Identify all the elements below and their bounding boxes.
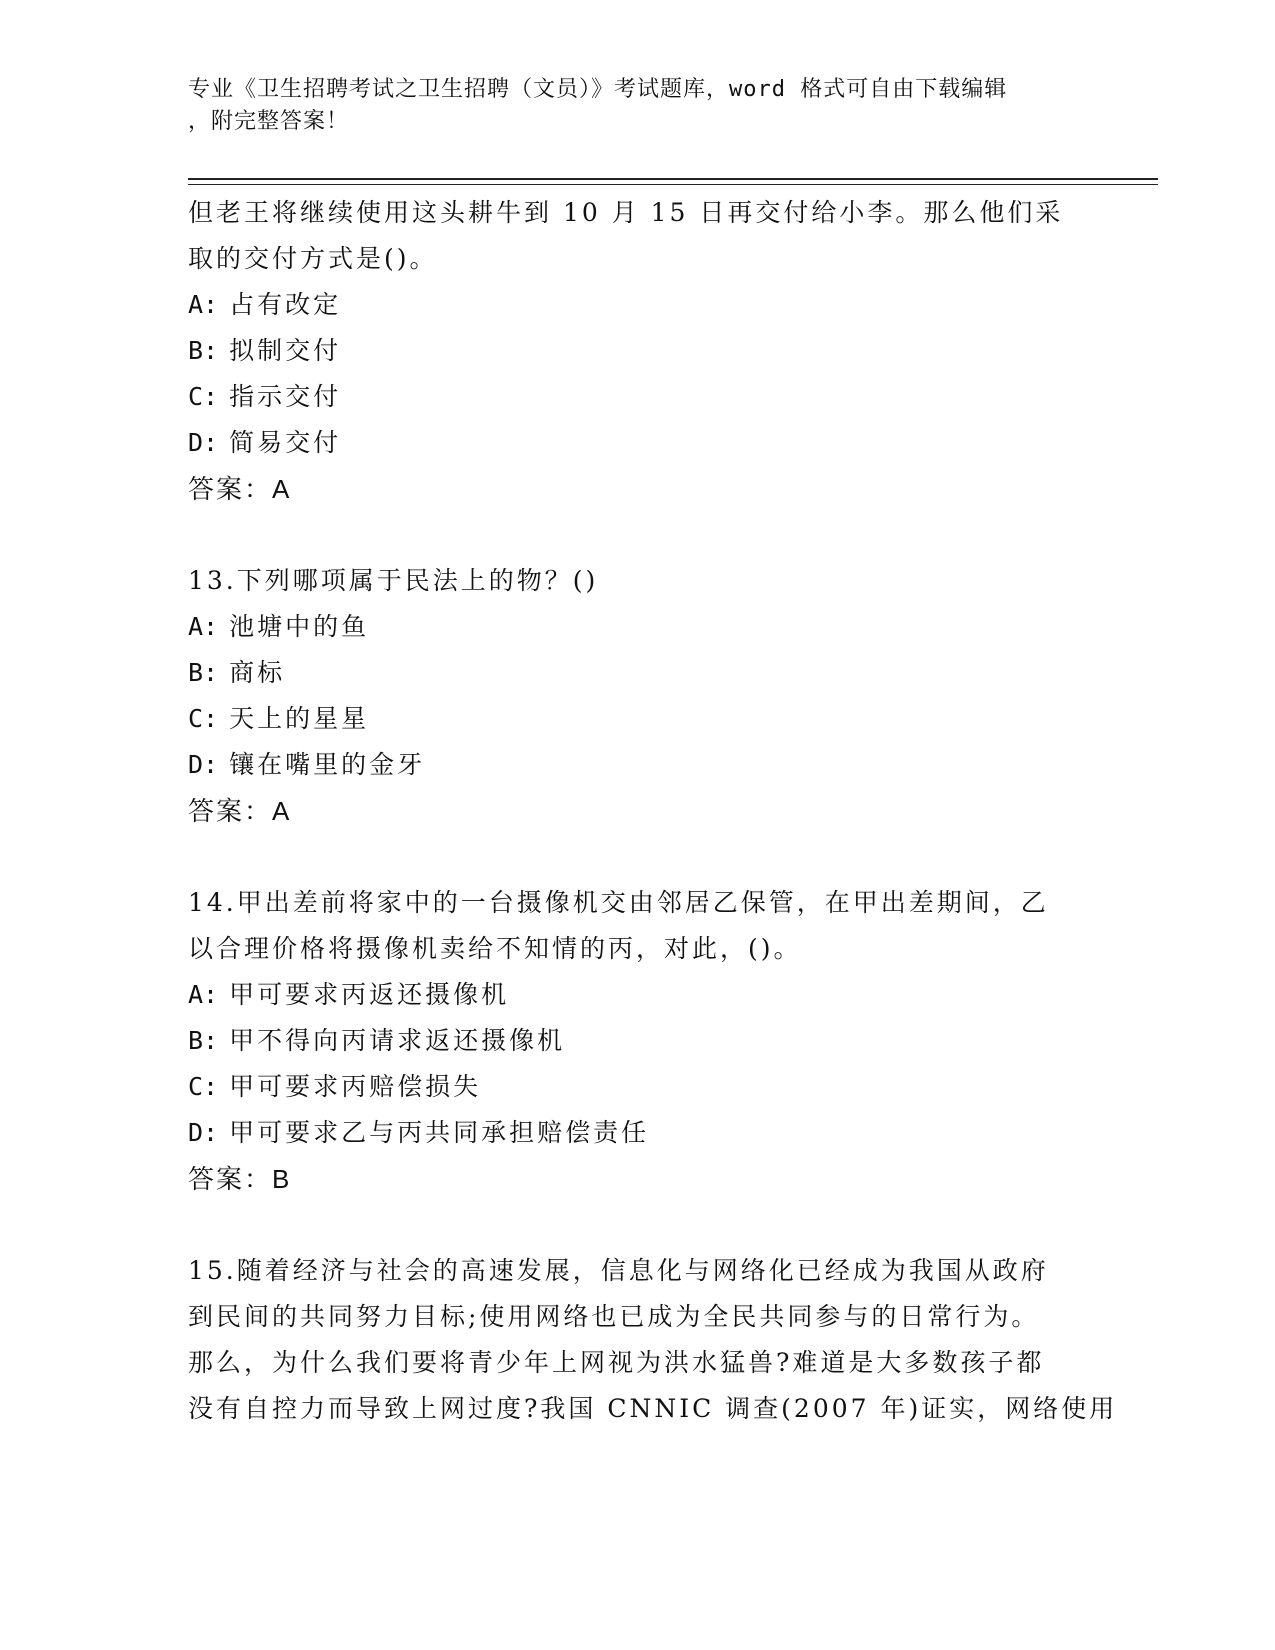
question-14 bbox=[188, 880, 1088, 1202]
option-text: 甲可要求丙返还摄像机 bbox=[229, 980, 510, 1009]
answer-line: 答案：A bbox=[188, 796, 292, 826]
option-c bbox=[188, 1064, 1088, 1110]
option-text: 镶在嘴里的金牙 bbox=[229, 750, 426, 779]
question-stem-line: 取的交付方式是()。 bbox=[188, 244, 438, 273]
option-key: D: bbox=[188, 750, 219, 779]
document-header bbox=[188, 74, 1068, 138]
option-key: B: bbox=[188, 1026, 219, 1055]
option-key: D: bbox=[188, 428, 219, 457]
spacer bbox=[188, 512, 1088, 558]
header-line-1: 专业《卫生招聘考试之卫生招聘（文员）》考试题库，word 格式可自由下载编辑 bbox=[188, 77, 1008, 102]
option-key: A: bbox=[188, 290, 219, 319]
spacer bbox=[188, 834, 1088, 880]
option-a bbox=[188, 604, 1088, 650]
option-text: 占有改定 bbox=[229, 290, 342, 319]
option-d bbox=[188, 420, 1088, 466]
option-text: 甲可要求丙赔偿损失 bbox=[229, 1072, 482, 1101]
option-key: B: bbox=[188, 658, 219, 687]
option-text: 天上的星星 bbox=[229, 704, 370, 733]
question-stem-line: 但老王将继续使用这头耕牛到 10 月 15 日再交付给小李。那么他们采 bbox=[188, 198, 1064, 227]
question-stem-line: 没有自控力而导致上网过度?我国 CNNIC 调查(2007 年)证实，网络使用 bbox=[188, 1394, 1118, 1423]
option-text: 甲不得向丙请求返还摄像机 bbox=[229, 1026, 566, 1055]
option-b bbox=[188, 1018, 1088, 1064]
question-stem-line: 13.下列哪项属于民法上的物？() bbox=[188, 566, 599, 595]
option-key: C: bbox=[188, 704, 219, 733]
option-text: 商标 bbox=[229, 658, 286, 687]
option-d bbox=[188, 742, 1088, 788]
option-a bbox=[188, 282, 1088, 328]
option-key: D: bbox=[188, 1118, 219, 1147]
answer-line: 答案：A bbox=[188, 474, 292, 504]
spacer bbox=[188, 1202, 1088, 1248]
header-line-2: ，附完整答案！ bbox=[188, 109, 350, 134]
question-list bbox=[188, 190, 1118, 1432]
option-b bbox=[188, 328, 1088, 374]
option-key: C: bbox=[188, 382, 219, 411]
header-rule-thin bbox=[188, 184, 1158, 185]
question-stem-line: 那么，为什么我们要将青少年上网视为洪水猛兽?难道是大多数孩子都 bbox=[188, 1348, 1045, 1377]
answer-line: 答案：B bbox=[188, 1164, 292, 1194]
option-key: A: bbox=[188, 980, 219, 1009]
option-key: C: bbox=[188, 1072, 219, 1101]
question-15 bbox=[188, 1248, 1118, 1432]
question-stem-line: 15.随着经济与社会的高速发展，信息化与网络化已经成为我国从政府 bbox=[188, 1256, 1049, 1285]
option-c bbox=[188, 696, 1088, 742]
option-key: B: bbox=[188, 336, 219, 365]
question-stem-line: 以合理价格将摄像机卖给不知情的丙，对此，()。 bbox=[188, 934, 802, 963]
option-text: 指示交付 bbox=[229, 382, 342, 411]
option-key: A: bbox=[188, 612, 219, 641]
question-12 bbox=[188, 190, 1088, 512]
option-b bbox=[188, 650, 1088, 696]
header-rule-thick bbox=[188, 178, 1158, 180]
option-text: 简易交付 bbox=[229, 428, 342, 457]
option-c bbox=[188, 374, 1088, 420]
option-a bbox=[188, 972, 1088, 1018]
question-13 bbox=[188, 558, 1088, 834]
question-stem-line: 14.甲出差前将家中的一台摄像机交由邻居乙保管，在甲出差期间，乙 bbox=[188, 888, 1049, 917]
option-text: 池塘中的鱼 bbox=[229, 612, 370, 641]
option-text: 甲可要求乙与丙共同承担赔偿责任 bbox=[229, 1118, 650, 1147]
question-stem-line: 到民间的共同努力目标;使用网络也已成为全民共同参与的日常行为。 bbox=[188, 1302, 1040, 1331]
option-text: 拟制交付 bbox=[229, 336, 342, 365]
option-d bbox=[188, 1110, 1088, 1156]
